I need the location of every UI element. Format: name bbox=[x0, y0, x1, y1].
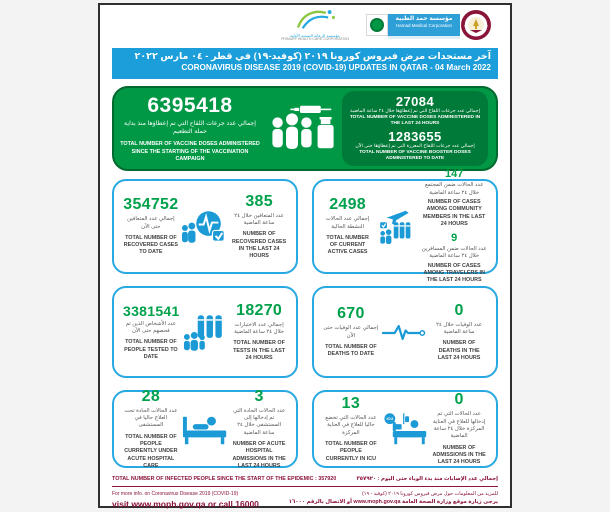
recovered-last24-stat bbox=[231, 193, 287, 261]
acute-last24-value: 3 bbox=[254, 387, 264, 405]
active-cases-travel-icon bbox=[375, 199, 418, 255]
acute-last24-label-en: NUMBER OF ACUTE HOSPITAL ADMISSIONS IN THE LAST 24 HOURS bbox=[232, 441, 286, 469]
icu-last24-label-ar: عدد الحالات التي تم إدخالها للعلاج في العناية المركزة خلال ٢٤ ساعة الماضية bbox=[432, 411, 486, 440]
vaccine-last24-label-ar: إجمالي عدد جرعات اللقاح التي تم إعطاؤها خلال ٢٤ ساعة الماضية bbox=[350, 108, 480, 114]
recovered-pulse-check-icon bbox=[180, 204, 229, 250]
vaccine-total-label-ar: إجمالي عدد جرعات اللقاح التي تم إعطاؤها منذ بداية حملة التطعيم bbox=[124, 119, 256, 136]
phcc-name-english: PRIMARY HEALTH CARE CORPORATION bbox=[281, 37, 349, 42]
phcc-name-arabic: مؤسسة الرعاية الصحية الأولية bbox=[290, 33, 340, 38]
title-banner bbox=[112, 48, 498, 79]
vaccine-last24-label-en: TOTAL NUMBER OF VACCINE DOSES ADMINISTERED IN THE LAST 24 HOURS bbox=[349, 115, 481, 127]
icu-total-label-ar: عدد الحالات التي تخضع حاليا للعلاج في العناية المركزة bbox=[325, 415, 377, 436]
active-community-label-en: NUMBER OF CASES AMONG COMMUNITY MEMBERS IN THE LAST 24 HOURS bbox=[423, 198, 486, 227]
recovered-total-value: 354752 bbox=[123, 196, 179, 214]
deaths-last24-stat bbox=[431, 302, 487, 362]
active-total-stat bbox=[323, 196, 372, 256]
hospital-bed-icon bbox=[180, 410, 229, 448]
title-arabic: آخر مستجدات مرض فيروس كورونا ٢٠١٩ (كوفيد-١٩) في قطر - ٠٤ مارس ٢٠٢٢ bbox=[134, 51, 491, 62]
recovered-card bbox=[112, 179, 298, 274]
icu-total-value: 13 bbox=[341, 395, 361, 413]
recovered-last24-label-en: NUMBER OF RECOVERED CASES IN THE LAST 24 HOURS bbox=[232, 231, 287, 260]
phcc-logo bbox=[278, 9, 352, 45]
vaccination-icon bbox=[268, 98, 340, 160]
active-community-label-ar: عدد الحالات ضمن المجتمع خلال ٢٤ ساعة الماضية bbox=[424, 182, 484, 196]
icu-bed-icon bbox=[380, 409, 429, 449]
recovered-last24-label-ar: عدد المتعافين خلال ٢٤ ساعة الماضية bbox=[234, 212, 284, 226]
vaccine-total-label-en: TOTAL NUMBER OF VACCINE DOSES ADMINISTERED SINCE THE STARTING OF THE VACCINATION CAMPAIGN bbox=[120, 141, 260, 162]
active-side-stats bbox=[421, 168, 487, 284]
hmc-name-english: Hamad Medical Corporation bbox=[395, 23, 453, 29]
tested-total-stat bbox=[123, 303, 179, 361]
icu-last24-label-en: NUMBER OF ADMISSIONS IN THE LAST 24 HOURS bbox=[432, 444, 486, 466]
tested-total-label-en: TOTAL NUMBER OF PEOPLE TESTED TO DATE bbox=[124, 339, 178, 360]
footer-info-arabic bbox=[289, 491, 498, 509]
vaccine-last24-value: 27084 bbox=[395, 93, 435, 109]
active-travelers-value: 9 bbox=[451, 232, 458, 245]
recovered-total-label-ar: إجمالي عدد المتعافين حتى الآن bbox=[127, 216, 175, 230]
vaccine-booster-label-en: TOTAL NUMBER OF VACCINE BOOSTER DOSES ADMINISTERED TO DATE bbox=[359, 149, 471, 161]
deaths-total-stat bbox=[323, 305, 379, 358]
tested-card bbox=[112, 286, 298, 378]
footer-info bbox=[112, 491, 498, 509]
vaccine-total-value: 6395418 bbox=[147, 93, 233, 117]
infected-total-english: TOTAL NUMBER OF INFECTED PEOPLE SINCE THE START OF THE EPIDEMIC : 357920 bbox=[112, 476, 337, 482]
recovered-total-stat bbox=[123, 196, 179, 256]
active-total-label-en: TOTAL NUMBER OF CURRENT ACTIVE CASES bbox=[326, 234, 369, 256]
infected-total-line bbox=[112, 476, 498, 482]
footer-info-ar-line2: يرجى زيارة موقع وزارة الصحة العامة www.moph.gov.qa أو الاتصال بالرقم ١٦٠٠٠ bbox=[288, 499, 498, 505]
icu-badge-label: ICU bbox=[386, 416, 394, 422]
active-travelers-label-ar: عدد الحالات ضمن المسافرين خلال ٢٤ ساعة الماضية bbox=[421, 246, 487, 260]
vaccine-side-panel bbox=[342, 91, 488, 166]
hmc-logo-strip bbox=[388, 36, 460, 39]
test-tubes-icon bbox=[180, 308, 229, 356]
tested-total-value: 3381541 bbox=[123, 302, 180, 319]
deaths-last24-label-en: NUMBER OF DEATHS IN THE LAST 24 HOURS bbox=[437, 340, 481, 361]
active-cases-card bbox=[312, 168, 498, 284]
acute-last24-stat bbox=[231, 388, 287, 470]
hmc-name-arabic: مؤسسة حمد الطبية bbox=[395, 16, 453, 22]
tested-total-label-ar: عدد الأشخاص الذين تم فحصهم حتى الآن bbox=[125, 320, 177, 335]
hmc-logo bbox=[366, 14, 460, 41]
acute-care-card bbox=[112, 387, 298, 469]
active-travelers-stat bbox=[421, 232, 487, 284]
qatar-moph-emblem-icon bbox=[460, 9, 492, 41]
icu-total-stat bbox=[323, 395, 379, 463]
icu-last24-value: 0 bbox=[454, 391, 464, 409]
deaths-last24-value: 0 bbox=[454, 301, 464, 319]
acute-last24-label-ar: عدد الحالات الحادة التي تم إدخالها إلى المستشفى خلال ٢٤ ساعة الماضية bbox=[233, 407, 286, 436]
infected-total-arabic: إجمالي عدد الإصابات منذ بدء الوباء حتى اليوم : ٣٥٧٩٢٠ bbox=[356, 476, 498, 482]
tested-last24-label-en: TOTAL NUMBER OF TESTS IN THE LAST 24 HOURS bbox=[233, 340, 286, 361]
icu-total-label-en: TOTAL NUMBER OF PEOPLE CURRENTLY IN ICU bbox=[325, 441, 377, 462]
acute-total-label-ar: عدد الحالات الحادة تحت العلاج حاليا في المستشفى bbox=[124, 407, 178, 429]
recovered-last24-value: 385 bbox=[245, 192, 273, 210]
hmc-emblem-icon bbox=[366, 14, 388, 36]
vaccine-booster-label-ar: إجمالي عدد جرعات اللقاح المعززة التي تم إعطاؤها حتى الآن bbox=[355, 143, 475, 149]
recovered-total-label-en: TOTAL NUMBER OF RECOVERED CASES TO DATE bbox=[123, 234, 178, 256]
tested-last24-value: 18270 bbox=[236, 301, 283, 319]
footer-info-ar-line1: للمزيد من المعلومات حول مرض فيروس كورونا ٢٠١٩ (كوفيد - ١٩) bbox=[362, 491, 498, 497]
deaths-total-label-en: TOTAL NUMBER OF DEATHS TO DATE bbox=[325, 344, 377, 358]
phcc-swoosh-icon bbox=[290, 9, 340, 29]
acute-total-label-en: TOTAL NUMBER OF PEOPLE CURRENTLY UNDER ACUTE HOSPITAL CARE bbox=[124, 433, 178, 469]
acute-total-stat bbox=[123, 388, 179, 470]
acute-total-value: 28 bbox=[141, 387, 161, 405]
deaths-last24-label-ar: عدد الوفيات خلال ٢٤ ساعة الماضية bbox=[436, 321, 483, 336]
active-total-label-ar: إجمالي عدد الحالات النشطة الحالية bbox=[325, 216, 370, 230]
active-travelers-label-en: NUMBER OF CASES AMONG TRAVELERS IN THE LAST 24 HOURS bbox=[423, 262, 485, 284]
footer-info-en-line2: visit www.moph.gov.qa or call 16000 bbox=[112, 499, 259, 509]
infographic-page bbox=[98, 3, 512, 508]
deaths-total-value: 670 bbox=[337, 305, 365, 323]
vaccine-panel bbox=[112, 86, 498, 171]
active-community-stat bbox=[421, 168, 487, 228]
active-community-value: 147 bbox=[445, 168, 464, 181]
tested-last24-label-ar: إجمالي عدد الاختبارات خلال ٢٤ ساعة الماضية bbox=[234, 321, 285, 336]
footer-info-english bbox=[112, 491, 259, 509]
deaths-card bbox=[312, 286, 498, 378]
icu-last24-stat bbox=[431, 391, 487, 466]
tested-last24-stat bbox=[231, 302, 287, 362]
deaths-total-label-ar: إجمالي عدد الوفيات حتى الآن bbox=[323, 325, 379, 339]
active-total-value: 2498 bbox=[329, 196, 366, 214]
vaccine-booster-value: 1283655 bbox=[388, 128, 442, 144]
icu-card bbox=[312, 390, 498, 468]
footer-info-en-line1: For more info. on Coronavirus Disease 2019 (COVID-19) bbox=[112, 491, 239, 497]
footer-divider bbox=[112, 486, 498, 487]
flatline-icon bbox=[380, 317, 429, 347]
vaccine-total-stat bbox=[114, 92, 266, 166]
title-english: CORONAVIRUS DISEASE 2019 (COVID-19) UPDATES IN QATAR - 04 March 2022 bbox=[181, 63, 491, 73]
